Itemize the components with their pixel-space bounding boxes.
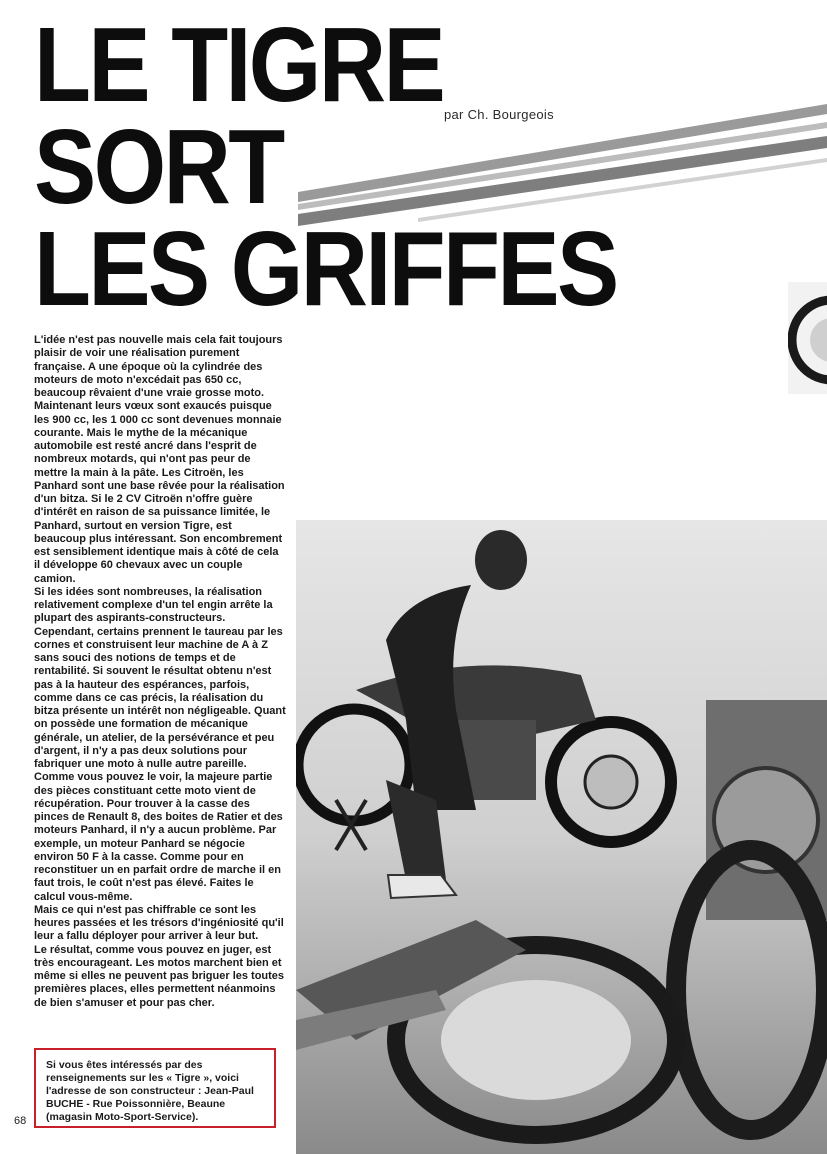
byline: par Ch. Bourgeois <box>444 107 554 122</box>
motorcycle-photo <box>296 520 827 1154</box>
body-paragraph: Le résultat, comme vous pouvez en juger, est très encourageant. Les motos marchent bien et même si elles ne peuvent pas briguer les toutes premières places, elles permettent néanmoins de bien s'amuser et pour pas cher. <box>34 943 285 1009</box>
decorative-motion-stripes <box>298 96 827 236</box>
motorcycle-wheel-photo <box>788 282 827 394</box>
body-paragraph: Si les idées sont nombreuses, la réalisation relativement complexe d'un tel engin arrête la plupart des aspirants-constructeurs. <box>34 585 273 625</box>
body-paragraph: Mais ce qui n'est pas chiffrable ce sont les heures passées et les trésors d'ingéniosité qu'il leur a fallu déployer pour arriver à leur but. <box>34 903 284 943</box>
article-body <box>34 334 286 1010</box>
body-paragraph: Cependant, certains prennent le taureau par les cornes et construisent leur machine de A à Z sans souci des notions de temps et de rentabilité. Si souvent le résultat obtenu n'est pas à la hauteur des espérances, parfois, comme dans ce cas précis, la réalisation du bitza présente un intérêt non négligeable. Quant on possède une formation de mécanique générale, un atelier, de la persévérance et peu d'argent, il n'y a pas deux solutions pour fabriquer une moto à nulle autre pareille. Comme vous pouvez le voir, la majeure partie des pièces constituant cette moto vient de récupération. Pour trouver à la casse des pinces de Renault 8, des boites de Ratier et des moteurs Panhard, il n'y a aucun problème. Par exemple, un moteur Panhard se négocie environ 50 F à la casse. Comme pour en reconstituer un en parfait ordre de marche il en faut trois, le coût n'est pas élevé. Faites le calcul vous-même. <box>34 625 286 903</box>
body-paragraph: L'idée n'est pas nouvelle mais cela fait toujours plaisir de voir une réalisation purement française. A une époque où la cylindrée des moteurs de moto n'excédait pas 650 cc, beaucoup rêvaient d'une vraie grosse moto. Maintenant leurs vœux sont exaucés puisque les 900 cc, les 1 000 cc sont devenues monnaie courante. Mais le mythe de la mécanique automobile est resté ancré dans l'esprit de nombreux motards, qui n'ont pas peur de mettre la main à la pâte. Les Citroën, les Panhard sont une base rêvée pour la réalisation d'un bitza. Si le 2 CV Citroën n'offre guère d'intérêt en raison de sa puissance limitée, le Panhard, surtout en version Tigre, est beaucoup plus intéressant. Son encombrement est sensiblement identique mais à côté de cela il développe 60 chevaux avec un couple camion. <box>34 334 285 585</box>
headline-line-2: SORT <box>34 108 283 226</box>
headline-line-3: LES GRIFFES <box>34 210 617 328</box>
page-number: 68 <box>14 1115 27 1127</box>
info-box: Si vous êtes intéressés par des renseignements sur les « Tigre », voici l'adresse de son constructeur : Jean-Paul BUCHE - Rue Poissonnière, Beaune (magasin Moto-Sport-Service). <box>34 1048 276 1128</box>
headline-line-1: LE TIGRE <box>34 6 444 124</box>
